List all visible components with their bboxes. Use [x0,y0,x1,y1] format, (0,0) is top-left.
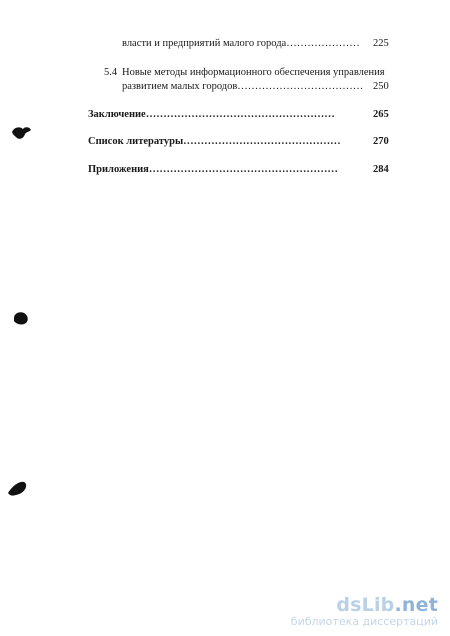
watermark-logo-main: dsLib [336,594,395,616]
watermark-logo-tld: .net [394,594,438,616]
toc-page-number: 250 [373,81,389,92]
toc-page-number: 265 [373,109,389,120]
toc-section-number: 5.4 [104,67,118,78]
toc-entry-bibliography [0,135,450,149]
toc-entry-appendices [0,163,450,177]
scan-artifact-blot [11,310,31,326]
toc-entry-5-4-line1 [0,66,450,80]
toc-entry-5-4-line2 [0,80,450,94]
toc-entry-text: Новые методы информационного обеспечения управления [122,67,385,78]
toc-entry-text: власти и предприятий малого города………………… [122,38,360,49]
toc-entry-subsection-continuation [0,37,450,51]
watermark-subtitle: библиотека диссертаций [290,615,438,628]
toc-page-number: 270 [373,136,389,147]
toc-entry-text: Приложения……………………………………………… [88,164,338,175]
scan-artifact-blot [6,479,30,499]
watermark-logo [291,595,438,615]
scan-artifact-blot [10,124,34,142]
toc-entry-text: развитием малых городов……………………………… [122,81,364,92]
toc-entry-conclusion [0,108,450,122]
toc-page-number: 284 [373,164,389,175]
toc-page-number: 225 [373,38,389,49]
toc-entry-text: Заключение……………………………………………… [88,109,335,120]
toc-entry-text: Список литературы……………………………………… [88,136,341,147]
site-watermark [291,595,438,628]
